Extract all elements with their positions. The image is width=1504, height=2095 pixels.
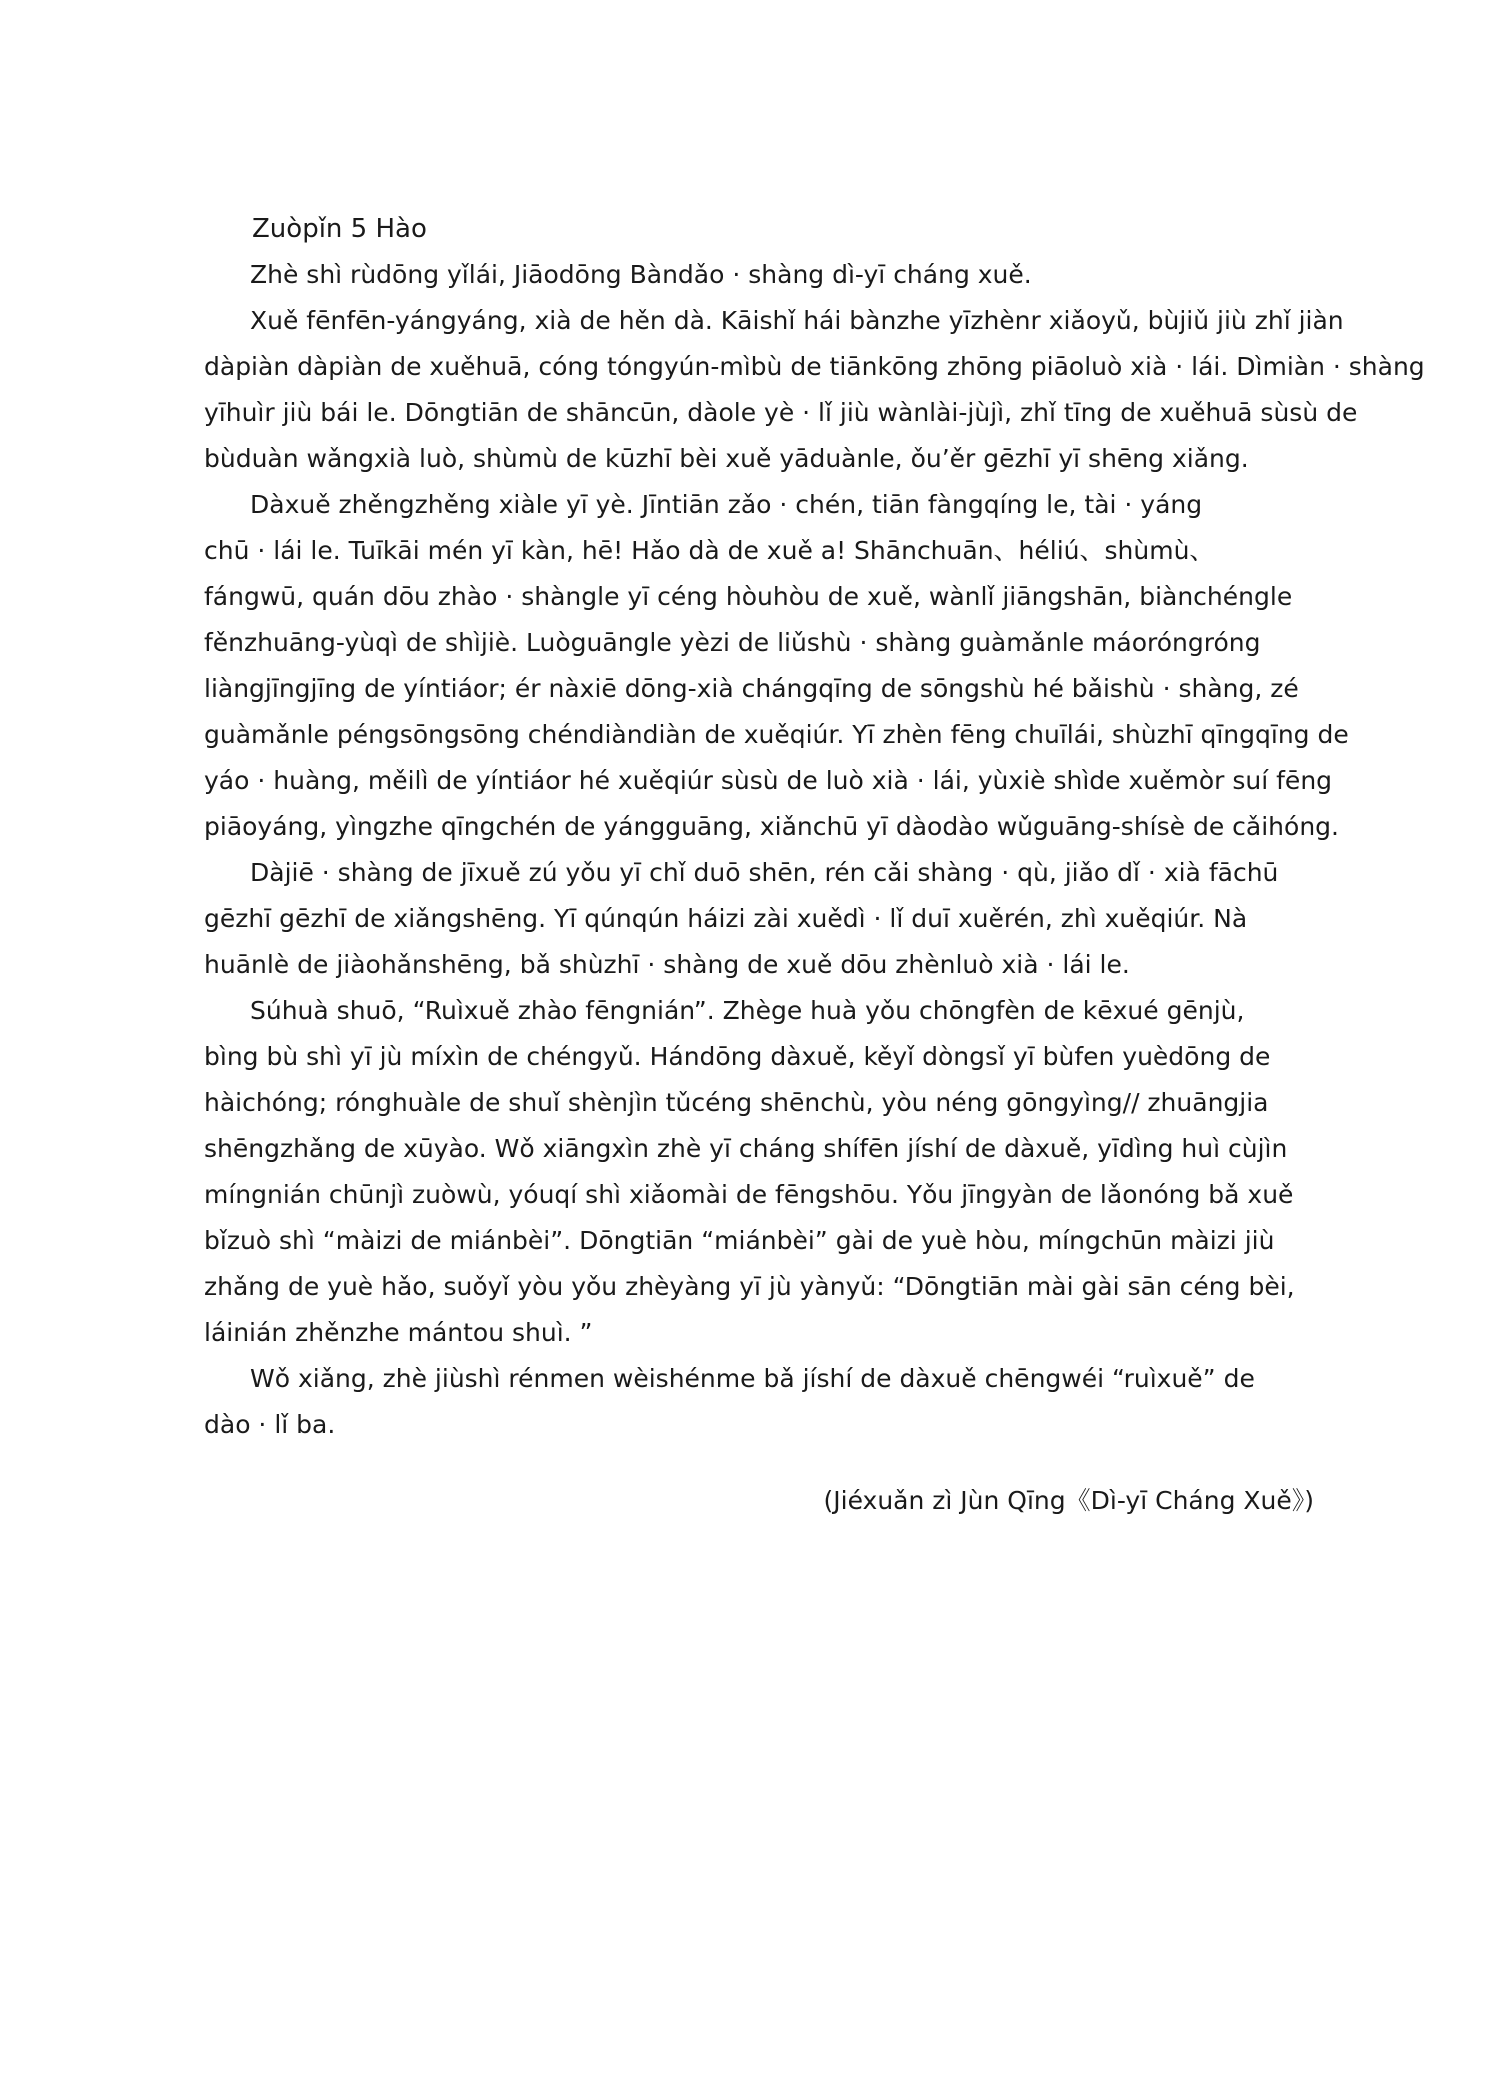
text-line: Dàjiē · shàng de jīxuě zú yǒu yī chǐ duō shēn, rén cǎi shàng · qù, jiǎo dǐ · xià fāchū <box>250 858 1279 887</box>
text-line: fángwū, quán dōu zhào · shàngle yī céng hòuhòu de xuě, wànlǐ jiāngshān, biànchéngle <box>204 582 1293 611</box>
text-line: míngnián chūnjì zuòwù, yóuqí shì xiǎomài de fēngshōu. Yǒu jīngyàn de lǎonóng bǎ xuě <box>204 1180 1294 1209</box>
source-citation: (Jiéxuǎn zì Jùn Qīng《Dì-yī Cháng Xuě》) <box>823 1486 1314 1515</box>
paragraph <box>204 482 1349 850</box>
paragraph <box>204 988 1314 1356</box>
text-line: piāoyáng, yìngzhe qīngchén de yángguāng, xiǎnchū yī dàodào wǔguāng-shísè de cǎihóng. <box>204 812 1339 841</box>
article-heading: Zuòpǐn 5 Hào <box>252 214 427 244</box>
text-line: fěnzhuāng-yùqì de shìjiè. Luòguāngle yèzi de liǔshù · shàng guàmǎnle máoróngróng <box>204 628 1261 657</box>
text-line: dàpiàn dàpiàn de xuěhuā, cóng tóngyún-mìbù de tiānkōng zhōng piāoluò xià · lái. Dìmiàn · shàng <box>204 352 1425 381</box>
text-line: láinián zhěnzhe mántou shuì. ” <box>204 1318 593 1347</box>
article-body <box>204 206 1425 1448</box>
text-line: liàngjīngjīng de yíntiáor; ér nàxiē dōng-xià chángqīng de sōngshù hé bǎishù · shàng, zé <box>204 674 1299 703</box>
text-line: huānlè de jiàohǎnshēng, bǎ shùzhī · shàng de xuě dōu zhènluò xià · lái le. <box>204 950 1130 979</box>
text-line: bǐzuò shì “màizi de miánbèi”. Dōngtiān “miánbèi” gài de yuè hòu, míngchūn màizi jiù <box>204 1226 1275 1255</box>
text-line: bùduàn wǎngxià luò, shùmù de kūzhī bèi xuě yāduànle, ǒu’ěr gēzhī yī shēng xiǎng. <box>204 444 1249 473</box>
paragraph <box>204 298 1425 482</box>
text-line: chū · lái le. Tuīkāi mén yī kàn, hē! Hǎo dà de xuě a! Shānchuān、héliú、shùmù、 <box>204 536 1215 565</box>
text-line: Súhuà shuō, “Ruìxuě zhào fēngnián”. Zhège huà yǒu chōngfèn de kēxué gēnjù, <box>250 996 1245 1025</box>
paragraph <box>250 252 1314 298</box>
text-line: Dàxuě zhěngzhěng xiàle yī yè. Jīntiān zǎo · chén, tiān fàngqíng le, tài · yáng <box>250 490 1203 519</box>
text-line: Wǒ xiǎng, zhè jiùshì rénmen wèishénme bǎ jíshí de dàxuě chēngwéi “ruìxuě” de <box>250 1364 1255 1393</box>
text-line: zhǎng de yuè hǎo, suǒyǐ yòu yǒu zhèyàng yī jù yànyǔ: “Dōngtiān mài gài sān céng bèi, <box>204 1272 1295 1301</box>
text-line: guàmǎnle péngsōngsōng chéndiàndiàn de xuěqiúr. Yī zhèn fēng chuīlái, shùzhī qīngqīng de <box>204 720 1349 749</box>
text-line: shēngzhǎng de xūyào. Wǒ xiāngxìn zhè yī cháng shífēn jíshí de dàxuě, yīdìng huì cùjìn <box>204 1134 1288 1163</box>
paragraph-list <box>204 252 1425 1448</box>
text-line: dào · lǐ ba. <box>204 1410 336 1439</box>
text-line: Zhè shì rùdōng yǐlái, Jiāodōng Bàndǎo · shàng dì-yī cháng xuě. <box>250 260 1032 289</box>
paragraph <box>204 850 1314 988</box>
text-line: Xuě fēnfēn-yángyáng, xià de hěn dà. Kāishǐ hái bànzhe yīzhènr xiǎoyǔ, bùjiǔ jiù zhǐ jiàn <box>250 306 1344 335</box>
text-line: yīhuìr jiù bái le. Dōngtiān de shāncūn, dàole yè · lǐ jiù wànlài-jùjì, zhǐ tīng de xuěhuā sùsù de <box>204 398 1358 427</box>
text-line: hàichóng; rónghuàle de shuǐ shènjìn tǔcéng shēnchù, yòu néng gōngyìng// zhuāngjia <box>204 1088 1269 1117</box>
text-line: bìng bù shì yī jù míxìn de chéngyǔ. Hándōng dàxuě, kěyǐ dòngsǐ yī bùfen yuèdōng de <box>204 1042 1271 1071</box>
paragraph <box>204 1356 1314 1448</box>
text-line: yáo · huàng, měilì de yíntiáor hé xuěqiúr sùsù de luò xià · lái, yùxiè shìde xuěmòr suí fēng <box>204 766 1333 795</box>
text-line: gēzhī gēzhī de xiǎngshēng. Yī qúnqún háizi zài xuědì · lǐ duī xuěrén, zhì xuěqiúr. Nà <box>204 904 1248 933</box>
